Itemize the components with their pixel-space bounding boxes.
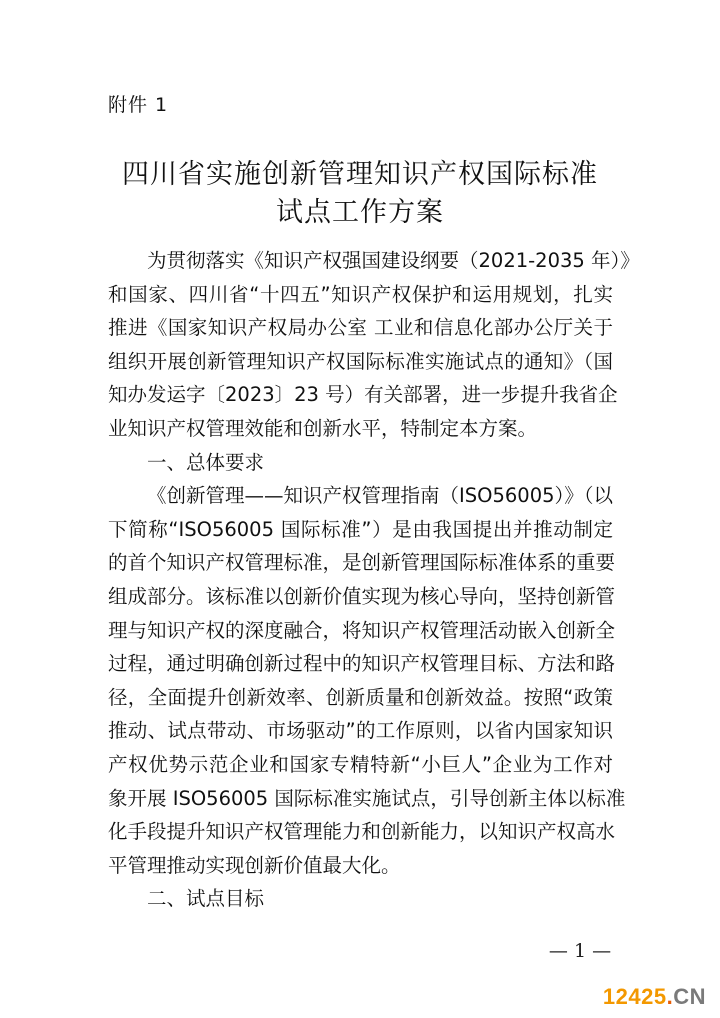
site-watermark bbox=[603, 984, 706, 1010]
text-line: 知办发运字〔2023〕23 号）有关部署，进一步提升我省企 bbox=[108, 383, 618, 407]
text-line: 推动、试点带动、市场驱动”的工作原则，以省内国家知识 bbox=[108, 719, 613, 743]
attachment-label: 附件 1 bbox=[108, 94, 169, 116]
document-body bbox=[108, 244, 640, 916]
text-line: 过程，通过明确创新过程中的知识产权管理目标、方法和路 bbox=[108, 652, 616, 676]
text-line: 《创新管理——知识产权管理指南（ISO56005）》（以 bbox=[147, 484, 614, 508]
text-line: 组织开展创新管理知识产权国际标准实施试点的通知》（国 bbox=[108, 349, 613, 373]
section-heading-1: 一、总体要求 bbox=[147, 450, 265, 474]
text-line: 的首个知识产权管理标准，是创新管理国际标准体系的重要 bbox=[108, 551, 616, 575]
text-line: 化手段提升知识产权管理能力和创新能力，以知识产权高水 bbox=[108, 820, 616, 844]
paragraph-2 bbox=[108, 479, 626, 882]
text-line: 产权优势示范企业和国家专精特新“小巨人”企业为工作对 bbox=[108, 752, 613, 776]
paragraph-1 bbox=[108, 244, 640, 446]
document-title-line-2: 试点工作方案 bbox=[276, 197, 444, 228]
watermark-dot: . bbox=[666, 984, 674, 1009]
text-line: 径，全面提升创新效率、创新质量和创新效益。按照“政策 bbox=[108, 685, 613, 709]
text-line: 组成部分。该标准以创新价值实现为核心导向，坚持创新管 bbox=[108, 584, 616, 608]
document-title-line-1: 四川省实施创新管理知识产权国际标准 bbox=[122, 159, 598, 190]
text-line: 业知识产权管理效能和创新水平，特制定本方案。 bbox=[108, 416, 538, 440]
text-line: 理与知识产权的深度融合，将知识产权管理活动嵌入创新全 bbox=[108, 618, 616, 642]
text-line: 象开展 ISO56005 国际标准实施试点，引导创新主体以标准 bbox=[108, 786, 626, 810]
text-line: 推进《国家知识产权局办公室 工业和信息化部办公厅关于 bbox=[108, 316, 613, 340]
watermark-number: 12425 bbox=[602, 984, 667, 1009]
page-number: — 1 — bbox=[548, 940, 612, 962]
text-line: 为贯彻落实《知识产权强国建设纲要（2021-2035 年）》 bbox=[147, 249, 640, 272]
text-line: 平管理推动实现创新价值最大化。 bbox=[108, 853, 401, 877]
text-line: 和国家、四川省“十四五”知识产权保护和运用规划，扎实 bbox=[108, 282, 613, 306]
watermark-suffix: CN bbox=[673, 984, 706, 1009]
text-line: 下简称“ISO56005 国际标准”）是由我国提出并推动制定 bbox=[108, 517, 613, 541]
section-heading-2: 二、试点目标 bbox=[147, 887, 265, 911]
